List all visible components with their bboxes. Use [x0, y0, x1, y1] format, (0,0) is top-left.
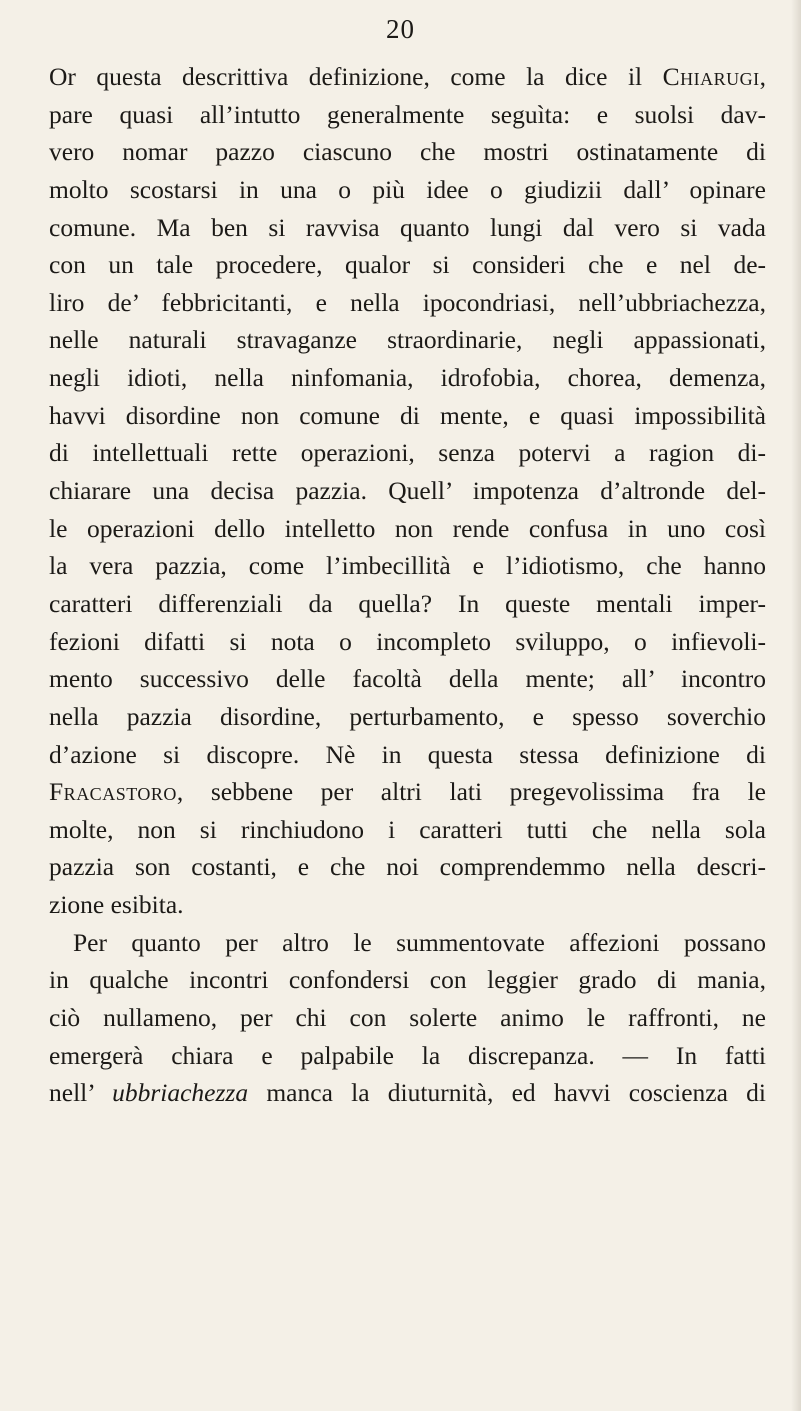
body-text — [49, 58, 766, 1112]
text-line: negli idioti, nella ninfomania, idrofobia, chorea, demenza, — [49, 363, 766, 393]
text-line: ciò nullameno, per chi con solerte animo le raffronti, ne — [49, 1003, 766, 1033]
author-name-chiarugi: Chiarugi — [662, 62, 760, 91]
text-line: le operazioni dello intelletto non rende confusa in uno così — [49, 513, 766, 543]
text-line: zione esibita. — [49, 890, 184, 920]
text-line: liro de’ febbricitanti, e nella ipocondriasi, nell’ubbriachezza, — [49, 287, 766, 317]
text-line: pazzia son costanti, e che noi comprendemmo nella descri- — [49, 852, 766, 882]
text-line: emergerà chiara e palpabile la discrepanza. — In fatti — [49, 1040, 766, 1070]
paragraph-2 — [49, 924, 766, 1112]
page-edge-shadow — [791, 0, 801, 1411]
text-line: Or questa descrittiva definizione, come la dice il Chiarugi, — [49, 62, 766, 91]
text-line: fezioni difatti si nota o incompleto sviluppo, o infievoli- — [49, 626, 766, 656]
author-name-fracastoro: Fracastoro — [49, 777, 177, 807]
text-line: la vera pazzia, come l’imbecillità e l’idiotismo, che hanno — [49, 551, 766, 581]
text-line: Fracastoro, sebbene per altri lati pregevolissima fra le — [49, 777, 766, 807]
text-line: Per quanto per altro le summentovate affezioni possano — [73, 927, 766, 957]
text-line: molto scostarsi in una o più idee o giudizii dall’ opinare — [49, 174, 766, 204]
text-line: mento successivo delle facoltà della mente; all’ incontro — [49, 664, 766, 694]
text-line: nella pazzia disordine, perturbamento, e spesso soverchio — [49, 701, 766, 731]
text-line: chiarare una decisa pazzia. Quell’ impotenza d’altronde del- — [49, 476, 766, 506]
text-line: comune. Ma ben si ravvisa quanto lungi dal vero si vada — [49, 212, 766, 242]
page-number: 20 — [386, 14, 415, 44]
text-line: nelle naturali stravaganze straordinarie, negli appassionati, — [49, 325, 766, 355]
paragraph-1 — [49, 58, 766, 924]
text-line: havvi disordine non comune di mente, e quasi impossibilità — [49, 400, 766, 430]
text-line: d’azione si discopre. Nè in questa stessa definizione di — [49, 739, 766, 769]
text-line: con un tale procedere, qualor si consideri che e nel de- — [49, 250, 766, 280]
text-line: vero nomar pazzo ciascuno che mostri ostinatamente di — [49, 137, 766, 167]
text-line: caratteri differenziali da quella? In queste mentali imper- — [49, 588, 766, 618]
text-line: pare quasi all’intutto generalmente seguìta: e suolsi dav- — [49, 99, 766, 129]
text-line: nell’ ubbriachezza manca la diuturnità, ed havvi coscienza di — [49, 1078, 766, 1108]
italic-term: ubbriachezza — [112, 1078, 249, 1108]
text-line: molte, non si rinchiudono i caratteri tutti che nella sola — [49, 814, 766, 844]
text-line: di intellettuali rette operazioni, senza potervi a ragion di- — [49, 438, 766, 468]
text-line: in qualche incontri confondersi con leggier grado di mania, — [49, 965, 766, 995]
